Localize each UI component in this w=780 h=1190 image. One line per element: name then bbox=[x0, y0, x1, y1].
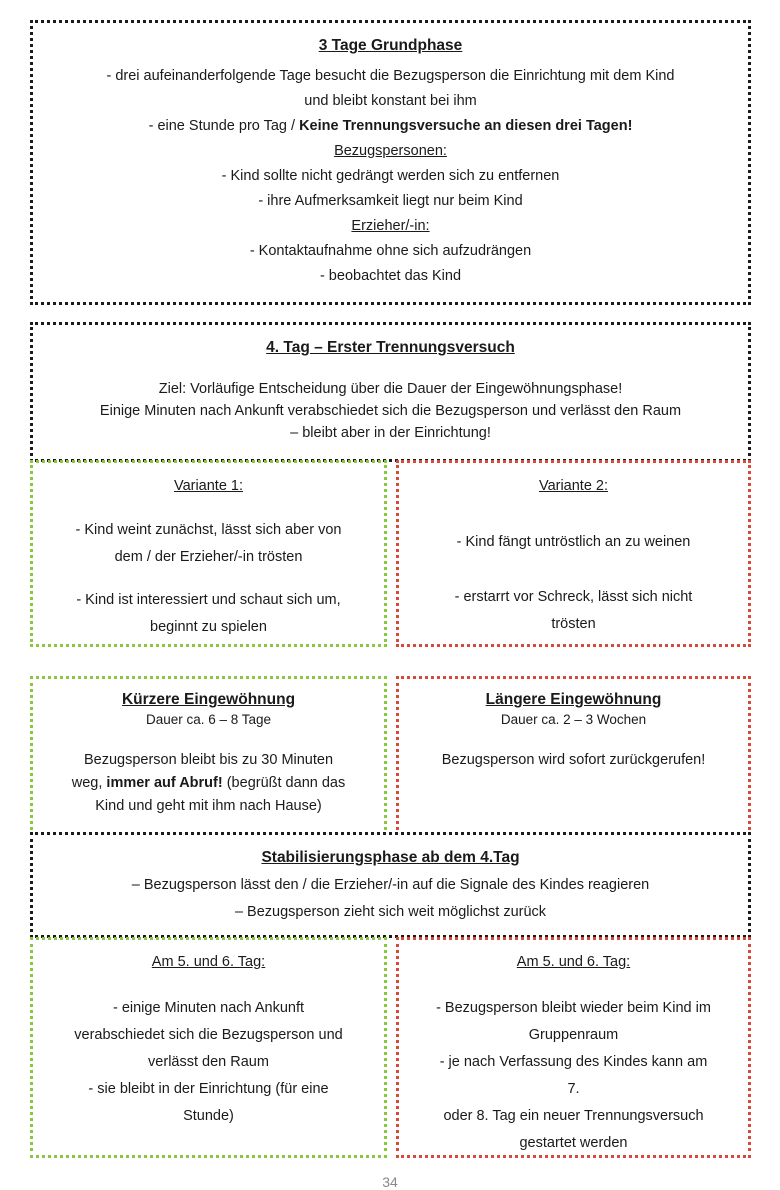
grundphase-line-3-bold: Keine Trennungsversuche an diesen drei Tagen! bbox=[299, 118, 633, 134]
page-number: 34 bbox=[382, 1174, 398, 1190]
tag-5-6-right-line-1: - Bezugsperson bleibt wieder beim Kind im bbox=[436, 1000, 711, 1016]
variante-2-line-3: trösten bbox=[551, 616, 596, 632]
bezugspersonen-heading: Bezugspersonen: bbox=[334, 143, 447, 159]
grundphase-line-3-text: - eine Stunde pro Tag / bbox=[148, 118, 300, 134]
trennungsversuch-line-2: Einige Minuten nach Ankunft verabschiedet sich die Bezugsperson und verlässt den Raum bbox=[99, 403, 682, 419]
stabilisierungsphase-box bbox=[30, 832, 751, 938]
variante-1-line-2: dem / der Erzieher/-in trösten bbox=[114, 549, 303, 565]
trennungsversuch-line-3: – bleibt aber in der Einrichtung! bbox=[290, 425, 491, 441]
laengere-eingewoehnung-box bbox=[396, 676, 751, 836]
tag-5-6-right-line-2: Gruppenraum bbox=[528, 1027, 619, 1043]
variante-2-line-2: - erstarrt vor Schreck, lässt sich nicht bbox=[454, 589, 693, 605]
tag-5-6-left-box bbox=[30, 937, 387, 1158]
variante-2-box bbox=[396, 460, 751, 647]
erzieher-line-2: - beobachtet das Kind bbox=[319, 268, 462, 284]
kuerzere-line-2-a: weg, bbox=[71, 775, 107, 791]
kuerzere-line-2-bold: immer auf Abruf! bbox=[106, 775, 223, 791]
erzieher-heading: Erzieher/-in: bbox=[351, 218, 430, 234]
kuerzere-eingewoehnung-box bbox=[30, 676, 387, 836]
grundphase-line-3 bbox=[33, 114, 748, 139]
tag-5-6-right-line-6: gestartet werden bbox=[519, 1135, 628, 1151]
tag-5-6-left-line-4: - sie bleibt in der Einrichtung (für eine bbox=[88, 1081, 329, 1097]
tag-5-6-right-box bbox=[396, 937, 751, 1158]
variante-1-title: Variante 1: bbox=[173, 478, 244, 494]
trennungsversuch-line-1: Ziel: Vorläufige Entscheidung über die Dauer der Eingewöhnungsphase! bbox=[158, 381, 623, 397]
tag-5-6-left-title: Am 5. und 6. Tag: bbox=[151, 954, 266, 970]
laengere-dauer: Dauer ca. 2 – 3 Wochen bbox=[500, 712, 647, 727]
bezugspersonen-line-1: - Kind sollte nicht gedrängt werden sich zu entfernen bbox=[221, 168, 560, 184]
grundphase-line-2: und bleibt konstant bei ihm bbox=[304, 93, 477, 109]
erzieher-line-1: - Kontaktaufnahme ohne sich aufzudrängen bbox=[249, 243, 532, 259]
kuerzere-line-2 bbox=[33, 772, 384, 795]
trennungsversuch-title: 4. Tag – Erster Trennungsversuch bbox=[266, 339, 515, 356]
variante-1-line-4: beginnt zu spielen bbox=[150, 619, 267, 635]
variante-2-line-1: - Kind fängt untröstlich an zu weinen bbox=[456, 534, 691, 550]
laengere-title: Längere Eingewöhnung bbox=[485, 691, 662, 708]
kuerzere-title: Kürzere Eingewöhnung bbox=[121, 691, 296, 708]
laengere-line-1: Bezugsperson wird sofort zurückgerufen! bbox=[441, 752, 706, 768]
stabilisierungsphase-line-2: – Bezugsperson zieht sich weit möglichst zurück bbox=[234, 904, 547, 920]
grundphase-box bbox=[30, 20, 751, 305]
stabilisierungsphase-title: Stabilisierungsphase ab dem 4.Tag bbox=[261, 849, 520, 866]
variante-1-line-1: - Kind weint zunächst, lässt sich aber von bbox=[75, 522, 342, 538]
tag-5-6-left-line-1: - einige Minuten nach Ankunft bbox=[112, 1000, 305, 1016]
bezugspersonen-line-2: - ihre Aufmerksamkeit liegt nur beim Kind bbox=[258, 193, 523, 209]
tag-5-6-left-line-3: verlässt den Raum bbox=[148, 1054, 269, 1070]
variante-1-box bbox=[30, 460, 387, 647]
kuerzere-line-1: Bezugsperson bleibt bis zu 30 Minuten bbox=[83, 752, 334, 768]
grundphase-title: 3 Tage Grundphase bbox=[318, 37, 463, 54]
variante-1-line-3: - Kind ist interessiert und schaut sich um, bbox=[76, 592, 341, 608]
grundphase-line-1: - drei aufeinanderfolgende Tage besucht die Bezugsperson die Einrichtung mit dem Kind bbox=[106, 68, 675, 84]
tag-5-6-left-line-2: verabschiedet sich die Bezugsperson und bbox=[74, 1027, 343, 1043]
tag-5-6-right-title: Am 5. und 6. Tag: bbox=[516, 954, 631, 970]
variante-2-title: Variante 2: bbox=[538, 478, 609, 494]
trennungsversuch-box bbox=[30, 322, 751, 462]
tag-5-6-right-line-3: - je nach Verfassung des Kindes kann am bbox=[439, 1054, 708, 1070]
tag-5-6-left-line-5: Stunde) bbox=[183, 1108, 234, 1124]
kuerzere-line-2-c: (begrüßt dann das bbox=[222, 775, 346, 791]
stabilisierungsphase-line-1: – Bezugsperson lässt den / die Erzieher/-in auf die Signale des Kindes reagieren bbox=[131, 877, 650, 893]
tag-5-6-right-line-5: oder 8. Tag ein neuer Trennungsversuch bbox=[443, 1108, 704, 1124]
tag-5-6-right-line-4: 7. bbox=[567, 1081, 580, 1097]
kuerzere-dauer: Dauer ca. 6 – 8 Tage bbox=[145, 712, 272, 727]
kuerzere-line-3: Kind und geht mit ihm nach Hause) bbox=[95, 798, 322, 814]
